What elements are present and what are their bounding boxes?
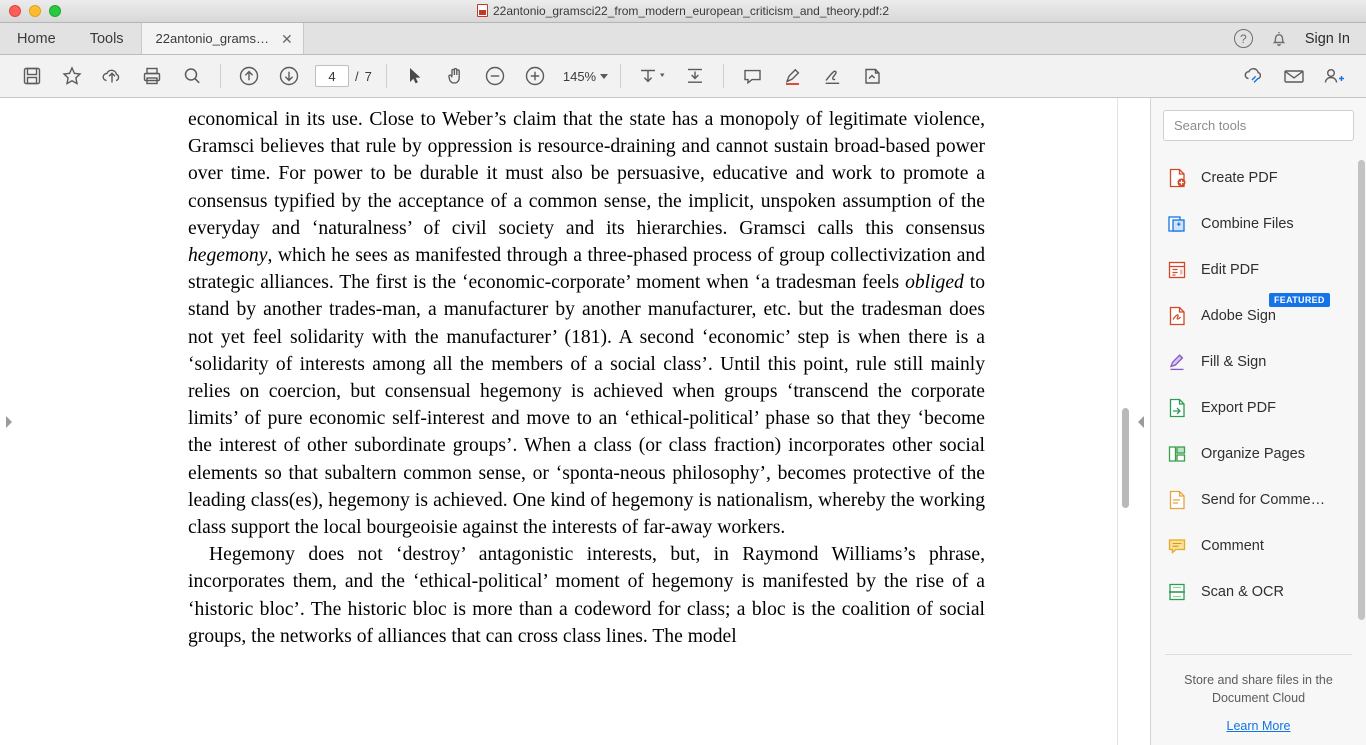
share-link-icon[interactable] <box>1234 58 1274 94</box>
scan-ocr-icon <box>1165 581 1188 604</box>
comment-tool-icon <box>1165 535 1188 558</box>
chevron-down-icon[interactable] <box>600 74 608 79</box>
tools-panel-scrollbar[interactable] <box>1358 160 1365 620</box>
pdf-page <box>18 98 1132 650</box>
tool-adobe-sign[interactable] <box>1151 293 1366 339</box>
pdf-toolbar <box>0 55 1366 98</box>
zoom-out-icon[interactable] <box>475 58 515 94</box>
window-controls <box>0 5 61 17</box>
toolbar-divider-2 <box>386 64 387 88</box>
send-for-comment-icon <box>1165 489 1188 512</box>
document-tab[interactable] <box>141 23 304 54</box>
window-title <box>0 4 1366 18</box>
help-icon[interactable]: ? <box>1234 29 1253 48</box>
sign-in-button[interactable]: Sign In <box>1304 30 1350 47</box>
zoom-search-icon[interactable] <box>172 58 212 94</box>
tool-export-pdf[interactable] <box>1151 385 1366 431</box>
scroll-mode-icon[interactable] <box>675 58 715 94</box>
tool-label: Fill & Sign <box>1201 354 1267 370</box>
tool-label: Scan & OCR <box>1201 584 1284 600</box>
person-add-icon[interactable] <box>1314 58 1354 94</box>
create-pdf-icon <box>1165 167 1188 190</box>
pdf-icon <box>477 4 488 17</box>
main-area <box>0 98 1366 745</box>
fit-page-icon[interactable] <box>629 58 675 94</box>
fill-sign-icon <box>1165 351 1188 374</box>
tool-label: Create PDF <box>1201 170 1278 186</box>
tool-create-pdf[interactable] <box>1151 155 1366 201</box>
tab-strip <box>0 23 1366 55</box>
highlight-icon[interactable] <box>772 58 812 94</box>
zoom-level-selector[interactable] <box>563 69 608 84</box>
zoom-in-icon[interactable] <box>515 58 555 94</box>
page-navigation <box>315 65 372 87</box>
tool-edit-pdf[interactable] <box>1151 247 1366 293</box>
zoom-level-value: 145% <box>562 68 597 84</box>
document-cloud-footer <box>1151 655 1366 745</box>
tool-label: Send for Comme… <box>1201 492 1326 508</box>
comment-icon[interactable] <box>732 58 772 94</box>
page-separator: / <box>355 68 359 84</box>
document-page-area[interactable] <box>18 98 1132 745</box>
adobe-sign-icon <box>1165 305 1188 328</box>
footer-text: Store and share files in the Document Cloud <box>1184 673 1333 705</box>
bell-icon[interactable] <box>1271 30 1287 47</box>
search-tools-placeholder: Search tools <box>1174 118 1247 133</box>
tool-organize-pages[interactable] <box>1151 431 1366 477</box>
email-icon[interactable] <box>1274 58 1314 94</box>
learn-more-link[interactable]: Learn More <box>1226 719 1291 733</box>
page-number-input[interactable] <box>315 65 349 87</box>
hand-icon[interactable] <box>435 58 475 94</box>
next-page-icon[interactable] <box>269 58 309 94</box>
document-text <box>188 106 985 650</box>
featured-badge: FEATURED <box>1269 293 1330 307</box>
right-panel-collapser[interactable] <box>1132 98 1150 745</box>
page-vertical-scrollbar[interactable] <box>1117 98 1132 745</box>
tool-comment[interactable] <box>1151 523 1366 569</box>
window-title-text: 22antonio_gramsci22_from_modern_european_criticism_and_theory.pdf:2 <box>492 4 890 18</box>
menu-tools[interactable]: Tools <box>89 30 124 47</box>
left-panel-expander[interactable] <box>0 98 18 745</box>
tools-list <box>1151 149 1366 648</box>
cloud-upload-icon[interactable] <box>92 58 132 94</box>
stamp-icon[interactable] <box>852 58 892 94</box>
star-icon[interactable] <box>52 58 92 94</box>
paragraph-2: Hegemony does not ‘destroy’ antagonistic interests, but, in Raymond Williams’s phrase, incorporates them, and the ‘ethical-political’ moment of hegemony is manifested by the rise of a ‘historic bloc’. The historic bloc is more than a codeword for class; a bloc is the coalition of social groups, the networks of alliances that can cross class lines. The model <box>188 544 985 647</box>
maximize-window-button[interactable] <box>49 5 61 17</box>
save-icon[interactable] <box>12 58 52 94</box>
document-tab-label: 22antonio_grams… <box>155 31 270 46</box>
paragraph-1: economical in its use. Close to Weber’s claim that the state has a monopoly of legitimate violence, Gramsci believes that rule by oppression is resource-draining and cannot sustain broad-based power over time. For power to be durable it must also be persuasive, educative and work to promote a consensus typified by the acceptance of a common sense, the implicit, unspoken assumption of the everyday and ‘naturalness’ of civil society and its hierarchies. Gramsci calls this consensus hegemony, which he sees as manifested through a three-phased process of group collectivization and strategic alliances. The first is the ‘economic-corporate’ moment when ‘a tradesman feels obliged to stand by another trades-man, a manufacturer by another manufacturer, etc. but the tradesman does not yet feel solidarity with the manufacturer’ (181). A second ‘economic’ step is when there is a ‘solidarity of interests among all the members of a social class’. Until this point, rule still mainly relies on coercion, but consensual hegemony is achieved when groups ‘transcend the corporate limits’ of pure economic self-interest and move to an ‘ethical-political’ phase so that they ‘become the interest of other subordinate groups’. When a class (or class fraction) incorporates other social elements so that subaltern common sense, or ‘sponta-neous philosophy’, becomes protective of the leading class(es), hegemony is achieved. One kind of hegemony is nationalism, whereby the working class support the local bourgeoisie against the interests of far-away workers. <box>188 109 986 539</box>
draw-icon[interactable] <box>812 58 852 94</box>
edit-pdf-icon <box>1165 259 1188 282</box>
export-pdf-icon <box>1165 397 1188 420</box>
tool-send-for-comment[interactable] <box>1151 477 1366 523</box>
tool-label: Adobe Sign <box>1201 308 1276 324</box>
tool-label: Comment <box>1201 538 1264 554</box>
tool-label: Combine Files <box>1201 216 1294 232</box>
window-titlebar <box>0 0 1366 23</box>
previous-page-icon[interactable] <box>229 58 269 94</box>
tool-combine-files[interactable] <box>1151 201 1366 247</box>
tool-fill-sign[interactable] <box>1151 339 1366 385</box>
tools-panel <box>1150 98 1366 745</box>
minimize-window-button[interactable] <box>29 5 41 17</box>
organize-pages-icon <box>1165 443 1188 466</box>
toolbar-right-group <box>1234 58 1354 94</box>
page-total: 7 <box>364 68 372 84</box>
close-window-button[interactable] <box>9 5 21 17</box>
select-cursor-icon[interactable] <box>395 58 435 94</box>
close-icon[interactable]: ✕ <box>281 30 293 47</box>
tool-scan-ocr[interactable] <box>1151 569 1366 615</box>
print-icon[interactable] <box>132 58 172 94</box>
toolbar-divider <box>220 64 221 88</box>
tool-label: Organize Pages <box>1201 446 1305 462</box>
menu-home[interactable]: Home <box>17 30 56 47</box>
tool-label: Edit PDF <box>1201 262 1260 278</box>
toolbar-divider-4 <box>723 64 724 88</box>
scrollbar-thumb[interactable] <box>1122 408 1129 508</box>
tool-label: Export PDF <box>1201 400 1276 416</box>
search-tools-field[interactable] <box>1163 110 1354 141</box>
toolbar-divider-3 <box>620 64 621 88</box>
combine-files-icon <box>1165 213 1188 236</box>
